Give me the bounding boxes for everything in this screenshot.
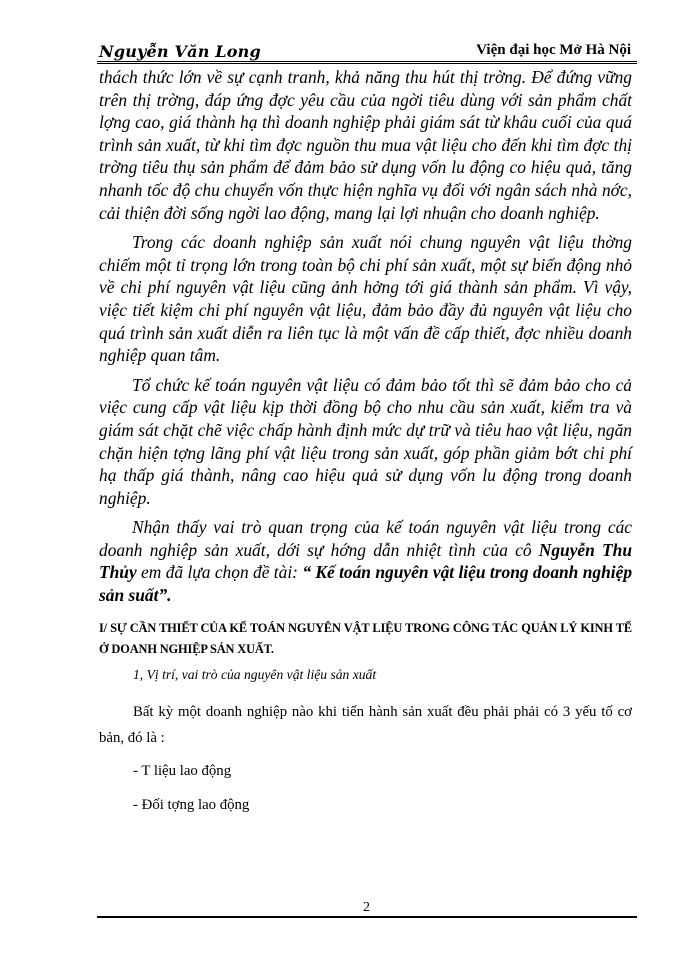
subsection-heading: 1, Vị trí, vai trò của nguyên vật liệu sản xuất [133,666,377,682]
thesis-topic: “ Kế toán nguyên vật liệu trong doanh nghiệp sản suất”. [99,562,633,606]
paragraph-4-text-b: em đã lựa chọn đề tài: [136,562,303,583]
list-item-1: - T liệu lao động [133,762,232,779]
header-author: Nguyễn Văn Long [99,42,261,61]
paragraph-1: thách thức lớn về sự cạnh tranh, khả năng thu hút thị trờng. Để đứng vững trên thị trờng, đáp ứng đợc yêu cầu của ngời tiêu dùng với sản phẩm chất lợng cao, giá thành hạ thì doanh nghiệp phải giám sát từ khâu cuối của quá trình sản xuất, từ khi tìm đợc nguồn thu mua vật liệu cho đến khi tìm đợc thị trờng tiêu thụ sản phẩm để đảm bảo sử dụng vốn lu động co hiệu quả, tăng nhanh tốc độ chu chuyển vốn thực hiện nghĩa vụ đối với ngân sách nhà nớc, cải thiện đời sống ngời lao động, mang lại lợi nhuận cho doanh nghiệp. [99,67,632,223]
supervisor-name: Nguyễn Thu Thủy [99,539,632,583]
page-content [99,66,632,829]
paragraph-3: Tổ chức kế toán nguyên vật liệu có đảm bảo tốt thì sẽ đảm bảo cho cả việc cung cấp vật liệu kịp thời đồng bộ cho nhu cầu sản xuất, kiểm tra và giám sát chặt chẽ việc chấp hành định mức dự trữ và tiêu hao vật liệu, ngăn chặn hiện tợng lãng phí vật liệu trong sản xuất, góp phần giảm bớt chi phí hạ thấp giá thành, nâng cao hiệu quả sử dụng vốn lu động trong doanh nghiệp. [99,374,632,508]
header-institution: Viện đại học Mở Hà Nội [476,42,631,58]
paragraph-4 [99,516,632,606]
header-rule [97,61,637,64]
paragraph-4-text-a: Nhận thấy vai trò quan trọng của kế toán nguyên vật liệu trong các doanh nghiệp sản xuất, dới sự hớng dẫn nhiệt tình của cô [99,517,632,560]
section-heading: I/ SỰ CẦN THIẾT CỦA KẾ TOÁN NGUYÊN VẬT LIỆU TRONG CÔNG TÁC QUẢN LÝ KINH TẾ Ở DOANH NGHIỆP SẢN XUẤT. [99,620,632,656]
page-number: 2 [359,900,374,916]
body-paragraph: Bất kỳ một doanh nghiệp nào khi tiến hành sản xuất đều phải phải có 3 yếu tố cơ bản, đó là : [99,703,632,746]
list-item-2: - Đối tợng lao động [133,796,250,813]
footer-rule [97,916,637,918]
page-header [97,40,637,62]
paragraph-2: Trong các doanh nghiệp sản xuất nói chung nguyên vật liệu thờng chiếm một tỉ trọng lớn trong toàn bộ chi phí sản xuất, một sự biến động nhỏ về chi phí nguyên vật liệu cũng ảnh hởng tới giá thành sản phẩm. Vì vậy, việc tiết kiệm chi phí nguyên vật liệu, đảm bảo đầy đủ nguyên vật liệu cho quá trình sản xuất diễn ra liên tục là một vấn đề cấp thiết, đợc nhiều doanh nghiệp quan tâm. [99,232,632,366]
